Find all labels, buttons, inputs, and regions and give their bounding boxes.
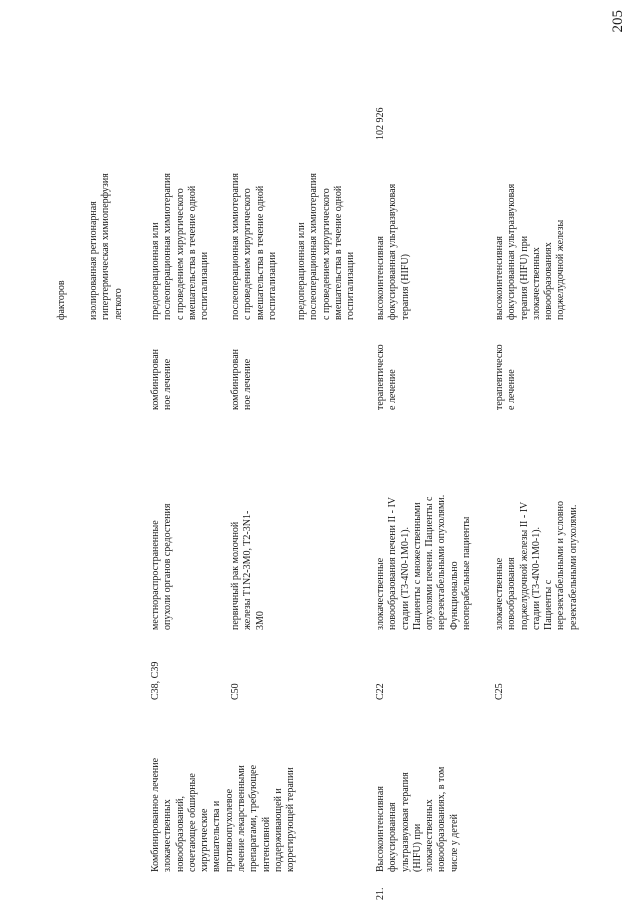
rotated-table — [40, 100, 640, 900]
cell-method: предоперационная или послеоперационная химиотерапия с проведением хирургического вмешательства в течение одной госпитализации — [296, 173, 357, 320]
cell-model: злокачественные новообразования поджелудочной железы II - IV стадии (T3-4N0-1M0-1). Пациенты с нерезектабельными и условно резектабельными опухолями. — [494, 501, 579, 630]
cell-type: комбинирован ное лечение — [230, 348, 254, 410]
cell-method: факторов — [56, 280, 67, 320]
cell-code: C38, C39 — [150, 661, 161, 700]
page-number: 205 — [610, 10, 626, 33]
cell-name: Высокоинтенсивная фокусированная ультразвуковая терапия (HIFU) при злокачественных новообразованиях, в том числе у детей — [375, 766, 460, 872]
cell-model: местнораспространенные опухоли органов средостения — [150, 503, 174, 630]
cell-method: послеоперационная химиотерапия с проведением хирургического вмешательства в течение одной госпитализации — [230, 173, 278, 320]
cell-name: Комбинированное лечение злокачественных новообразований, сочетающее обширные хирургические вмешательства и противоопухолевое лечение лекарственными препаратами, требующее интенсивной поддерживающей и коррегирующей терапии — [150, 757, 297, 872]
cell-number: 21. — [375, 887, 386, 900]
cell-method: предоперационная или послеоперационная химиотерапия с проведением хирургического вмешательства в течение одной госпитализации — [150, 173, 211, 320]
cell-code: C50 — [230, 683, 241, 700]
cell-cost: 102 926 — [375, 107, 386, 140]
cell-method: высокоинтенсивная фокусированная ультразвуковая терапия (HIFU) — [375, 183, 411, 320]
cell-method: высокоинтенсивная фокусированная ультразвуковая терапия (HIFU) при злокачественных новообразованиях поджелудочной железы — [494, 183, 567, 320]
cell-type: комбинирован ное лечение — [150, 348, 174, 410]
cell-method: изолированная регионарная гипертермическая химиоперфузия легкого — [88, 173, 124, 320]
cell-type: терапевтическо е лечение — [375, 344, 399, 410]
cell-code: C22 — [375, 683, 386, 700]
cell-type: терапевтическо е лечение — [494, 344, 518, 410]
cell-model: злокачественные новообразования печени II - IV стадии (T3-4N0-1M0-1). Пациенты с множественными опухолями печени. Пациенты с нерезектабельными опухолями. Функционально неоперабельные пациенты — [375, 494, 473, 630]
cell-model: первичный рак молочной железы T1N2-3M0, T2-3N1- 3M0 — [230, 510, 266, 630]
cell-code: C25 — [494, 683, 505, 700]
